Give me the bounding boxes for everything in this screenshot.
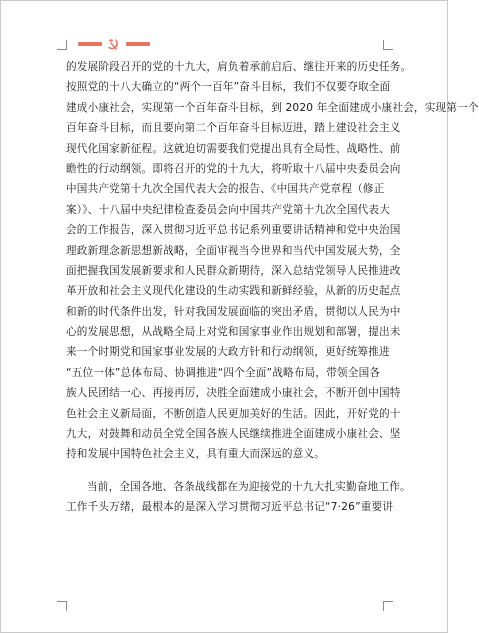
text-line: 按照党的十八大确立的“两个一百年”奋斗目标，我们不仅要夺取全面 — [66, 81, 391, 94]
header-bar-right — [126, 42, 150, 46]
crop-mark-top-right — [383, 40, 393, 50]
paragraph — [66, 57, 479, 465]
text-line: 革开放和社会主义现代化建设的生动实践和新鲜经验，从新的历史起点 — [66, 285, 401, 298]
text-line: 色社会主义新局面，不断创造人民更加美好的生活。因此，开好党的十 — [66, 407, 401, 420]
crop-mark-top-left — [57, 40, 67, 50]
text-line: 百年奋斗目标，而且要向第二个百年奋斗目标迈进，踏上建设社会主义 — [66, 122, 401, 135]
text-line: 和新的时代条件出发，针对我国发展面临的突出矛盾，贯彻以人民为中 — [66, 305, 401, 318]
text-line: 心的发展思想，从战略全局上对党和国家事业作出规划和部署，提出未 — [66, 326, 401, 339]
text-line: “五位一体”总体布局、协调推进“四个全面”战略布局，带领全国各 — [66, 366, 381, 379]
crop-mark-bottom-right — [383, 601, 393, 611]
paragraph-spacing — [66, 465, 384, 477]
text-line: 来一个时期党和国家事业发展的大政方针和行动纲领，更好统筹推进 — [66, 346, 390, 359]
text-line: 瞻性的行动纲领。即将召开的党的十九大，将听取十八届中央委员会向 — [66, 162, 401, 175]
text-line: 当前，全国各地、各条战线都在为迎接党的十九大扎实勤奋地工作。 — [87, 480, 411, 493]
header-bar-left — [78, 42, 102, 46]
text-line: 持和发展中国特色社会主义，具有重大而深远的意义。 — [66, 448, 326, 461]
text-line: 工作千头万绪，最根本的是深入学习贯彻习近平总书记“7·26”重要讲 — [66, 501, 394, 514]
text-line: 会的工作报告，深入贯彻习近平总书记系列重要讲话精神和党中央治国 — [66, 224, 401, 237]
text-line: 面把握我国发展新要求和人民群众新期待，深入总结党领导人民推进改 — [66, 264, 401, 277]
header-emblem — [78, 38, 150, 51]
text-line: 族人民团结一心、再接再厉，决胜全面建成小康社会，不断开创中国特 — [66, 387, 401, 400]
text-line: 案）》、十八届中央纪律检查委员会向中国共产党第十九次全国代表大 — [66, 203, 391, 216]
body-text — [66, 57, 479, 518]
paragraph — [66, 477, 411, 518]
hammer-sickle-icon — [106, 38, 120, 51]
text-line: 中国共产党第十九次全国代表大会的报告、《中国共产党章程（修正 — [66, 183, 385, 196]
text-line: 九大，对鼓舞和动员全党全国各族人民继续推进全面建成小康社会、坚 — [66, 428, 401, 441]
text-line: 的发展阶段召开的党的十九大，肩负着承前启后、继往开来的历史任务。 — [66, 61, 412, 73]
text-line: 建成小康社会，实现第一个百年奋斗目标，到 2020 年全面建成小康社会，实现第一个 — [66, 101, 479, 114]
text-line: 现代化国家新征程。这就迫切需要我们党提出具有全局性、战略性、前 — [66, 142, 401, 155]
text-line: 理政新理念新思想新战略，全面审视当今世界和当代中国发展大势，全 — [66, 244, 401, 257]
crop-mark-bottom-left — [57, 601, 67, 611]
